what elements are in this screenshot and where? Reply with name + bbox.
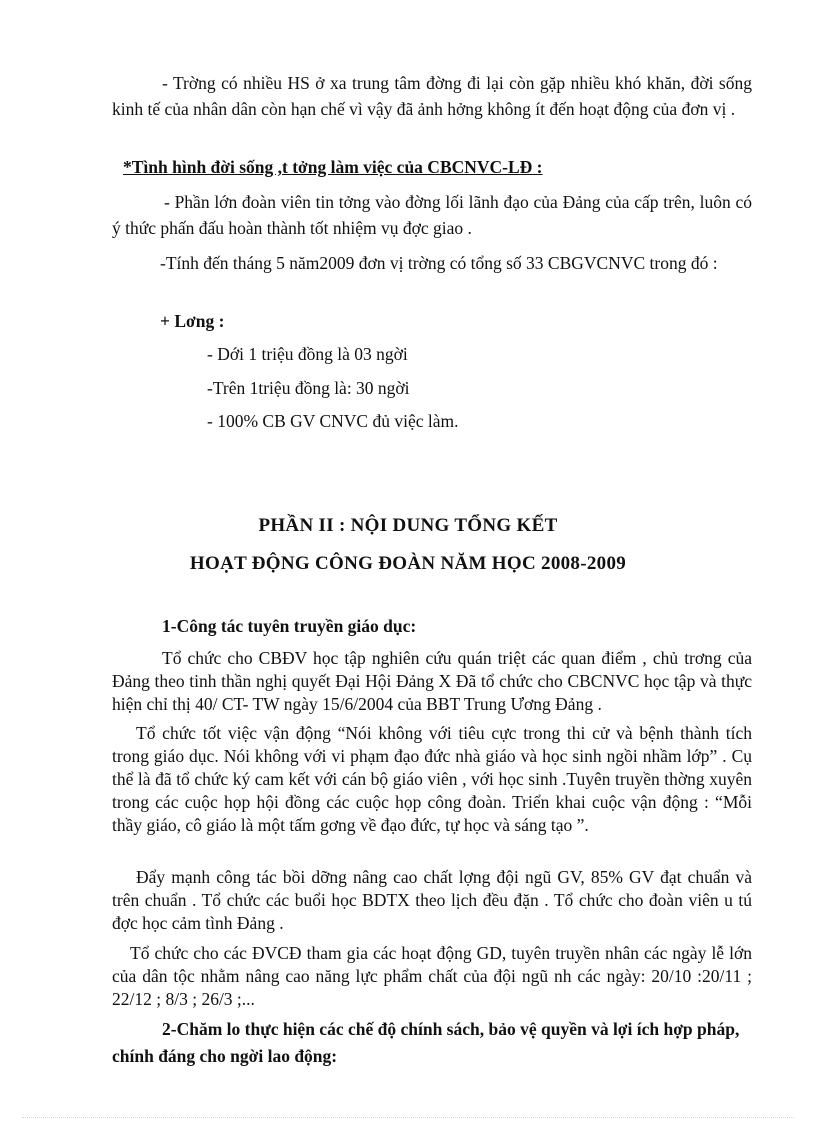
intro-paragraph: - Trờng có nhiều HS ở xa trung tâm đờng đi lại còn gặp nhiều khó khăn, đời sống kinh tế của nhân dân còn hạn chế vì vậy đã ảnh hởng không ít đến hoạt động của đơn vị . — [112, 73, 752, 119]
part-title: PHẦN II : NỘI DUNG TỔNG KẾT — [258, 515, 558, 536]
section-1-paragraph: Tổ chức cho CBĐV học tập nghiên cứu quán triệt các quan điểm , chủ trơng của Đảng theo tinh thần nghị quyết Đại Hội Đảng X Đã tổ chức cho CBCNVC học tập và thực hiện chỉ thị 40/ CT- TW ngày 15/6/2004 của BBT Trung Ương Đảng . — [112, 648, 752, 714]
section-1-paragraph: Tổ chức cho các ĐVCĐ tham gia các hoạt động GD, tuyên truyền nhân các ngày lễ lớn của dân tộc nhằm nâng cao năng lực phẩm chất của đội ngũ nh các ngày: 20/10 :20/11 ; 22/12 ; 8/3 ; 26/3 ;... — [112, 943, 752, 1009]
salary-item: - Dới 1 triệu đồng là 03 ngời — [207, 344, 408, 364]
section-2-heading: 2-Chăm lo thực hiện các chế độ chính sách, bảo vệ quyền và lợi ích hợp pháp, chính đáng cho ngời lao động: — [112, 1019, 740, 1066]
life-paragraph-2: -Tính đến tháng 5 năm2009 đơn vị trờng có tổng số 33 CBGVCNVC trong đó : — [160, 253, 718, 273]
salary-label: + Lơng : — [160, 311, 225, 331]
section-1-paragraph: Tổ chức tốt việc vận động “Nói không với tiêu cực trong thi cử và bệnh thành tích trong giáo dục. Nói không với vi phạm đạo đức nhà giáo và học sinh ngồi nhầm lớp” . Cụ thể là đã tổ chức ký cam kết với cán bộ giáo viên , với học sinh .Tuyên truyền thờng xuyên trong các cuộc họp hội đồng các cuộc họp công đoàn. Triển khai cuộc vận động : “Mỗi thầy giáo, cô giáo là một tấm gơng về đạo đức, tự học và sáng tạo ”. — [112, 723, 752, 835]
part-subtitle: HOẠT ĐỘNG CÔNG ĐOÀN NĂM HỌC 2008-2009 — [189, 553, 627, 574]
salary-item: -Trên 1triệu đồng là: 30 ngời — [207, 378, 410, 398]
page-bottom-divider — [22, 1117, 794, 1118]
life-paragraph-1: - Phần lớn đoàn viên tin tởng vào đờng lối lãnh đạo của Đảng của cấp trên, luôn có ý thức phấn đấu hoàn thành tốt nhiệm vụ đợc giao . — [112, 192, 752, 238]
section-1-paragraph: Đẩy mạnh công tác bồi dỡng nâng cao chất lợng đội ngũ GV, 85% GV đạt chuẩn và trên chuẩn . Tổ chức các buổi học BDTX theo lịch đều đặn . Tổ chức cho đoàn viên u tú đợc học cảm tình Đảng . — [112, 867, 752, 933]
salary-item: - 100% CB GV CNVC đủ việc làm. — [207, 411, 459, 431]
section-1-heading: 1-Công tác tuyên truyền giáo dục: — [162, 616, 417, 636]
life-situation-heading: *Tình hình đời sống ,t tởng làm việc của CBCNVC-LĐ : — [123, 157, 543, 177]
